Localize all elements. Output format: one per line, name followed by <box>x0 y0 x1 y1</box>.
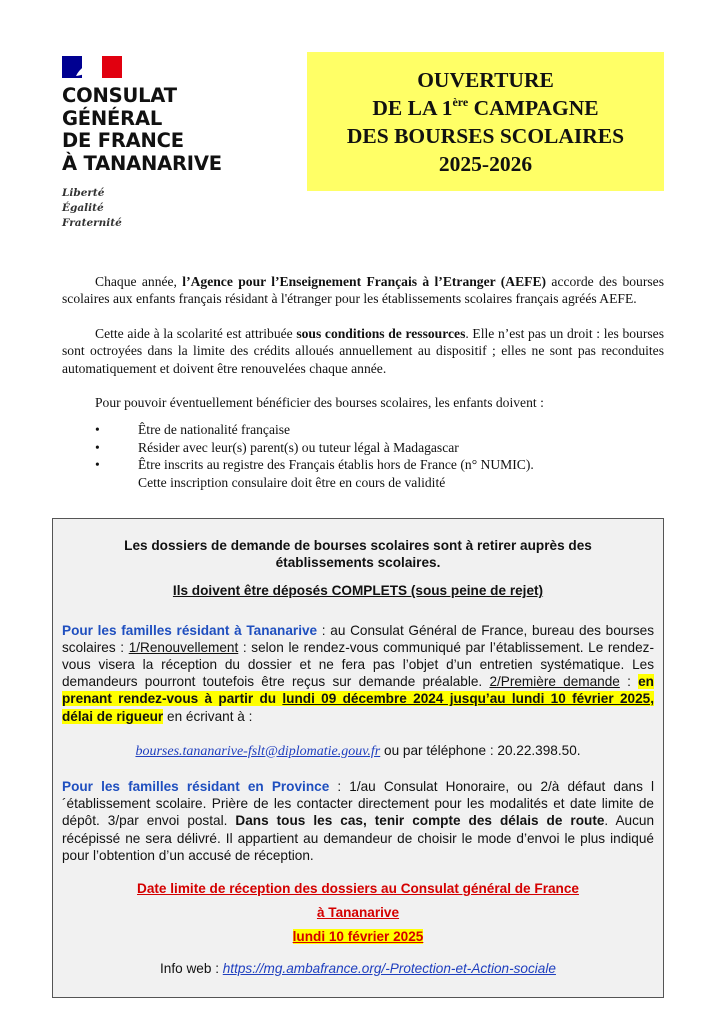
eligibility-list <box>62 421 664 491</box>
consulat-line: À TANANARIVE <box>62 151 222 175</box>
title-line-3: DES BOURSES SCOLAIRES <box>346 123 625 148</box>
conditions-text: sous conditions de ressources <box>296 325 466 341</box>
province-paragraph <box>62 778 654 864</box>
devise-line: Liberté <box>62 187 105 199</box>
intro-paragraph-3: Pour pouvoir éventuellement bénéficier des bourses scolaires, les enfants doivent : <box>95 395 544 411</box>
text: . Elle n’est pas un droit : les bourses sont octroyées dans la limite des crédits alloués annuellement au dispositif ; elles ne sont pas reconduites automatiquement et doivent être renouvelées chaque année. <box>62 325 664 376</box>
title-line-4: 2025-2026 <box>438 151 533 176</box>
info-web-link[interactable]: https://mg.ambafrance.org/-Protection-et-Action-sociale <box>222 960 556 976</box>
devise-line: Fraternité <box>62 217 122 229</box>
consulat-line: GÉNÉRAL <box>62 106 163 130</box>
title-line-2 <box>372 94 598 122</box>
intro-section <box>62 273 664 491</box>
title-superscript: ère <box>452 94 469 109</box>
title-line-1: OUVERTURE <box>417 67 554 92</box>
list-item-text: Être inscrits au registre des Français établis hors de France (n° NUMIC). <box>138 457 534 473</box>
info-web-label: Info web : <box>160 960 223 976</box>
text: : <box>619 674 639 690</box>
highlight-dates: lundi 09 décembre 2024 jusqu’au lundi 10 février 2025 <box>282 691 651 707</box>
text: Chaque année, <box>95 274 183 289</box>
devise-line: Égalité <box>62 202 104 214</box>
highlight-text: , délai de rigueur <box>62 691 654 724</box>
list-item <box>62 421 664 438</box>
title-text: DE LA 1 <box>372 95 453 120</box>
deadline-line: à Tananarive <box>316 905 400 921</box>
delay-warning: Dans tous les cas, tenir compte des délais de route <box>235 813 605 829</box>
text: : au Consulat Général de France, bureau des bourses scolaires : <box>62 622 654 655</box>
list-item-text: Cette inscription consulaire doit être en cours de validité <box>138 474 446 490</box>
renewal-label: 1/Renouvellement <box>128 639 239 655</box>
list-item-continuation <box>62 474 664 491</box>
list-item <box>62 439 664 456</box>
text: : selon le rendez-vous communiqué par l’établissement. Le rendez-vous visera la réception du dossier et ne fera pas l’objet d’un entretien systématique. Les demandeurs pourront toutefois être reçus sur demande préalable. <box>62 639 654 690</box>
info-web-line <box>62 960 654 977</box>
list-item-text: Résider avec leur(s) parent(s) ou tuteur légal à Madagascar <box>138 439 459 455</box>
deadline-date: lundi 10 février 2025 <box>292 929 424 945</box>
bullet-icon: • <box>95 457 100 473</box>
aefe-name: l’Agence pour l’Enseignement Français à l’Etranger (AEFE) <box>182 274 547 289</box>
intro-paragraph-2 <box>62 325 664 377</box>
email-link[interactable]: bourses.tananarive-fslt@diplomatie.gouv.fr <box>135 743 381 759</box>
heading-line: Les dossiers de demande de bourses scolaires sont à retirer auprès des <box>124 538 592 553</box>
consulat-name <box>62 85 262 175</box>
bullet-icon: • <box>95 439 100 455</box>
tananarive-label: Pour les familles résidant à Tananarive <box>62 622 318 638</box>
devise <box>62 186 182 231</box>
tananarive-paragraph <box>62 622 654 725</box>
info-box <box>52 518 664 998</box>
title-text: CAMPAGNE <box>468 95 599 120</box>
deadline-block <box>62 880 654 946</box>
phone-text: ou par téléphone : 20.22.398.50. <box>380 742 581 758</box>
deadline-line: Date limite de réception des dossiers au Consulat général de France <box>137 881 579 897</box>
heading-line: établissements scolaires. <box>275 555 441 571</box>
contact-line <box>62 742 654 760</box>
consulat-line: CONSULAT <box>62 84 177 107</box>
text: en écrivant à : <box>163 708 253 724</box>
text: : 1/au Consulat Honoraire, ou 2/à défaut dans l´établissement scolaire. Prière de les contacter directement pour les modalités et date limite de dépôt. 3/par envoi postal. <box>62 779 655 829</box>
list-item-text: Être de nationalité française <box>138 422 291 438</box>
title-box <box>307 52 664 191</box>
province-label: Pour les familles résidant en Province <box>62 779 330 795</box>
box-heading-1 <box>62 537 654 571</box>
list-item <box>62 456 664 473</box>
marianne-flag-icon <box>62 56 122 78</box>
highlight-text: en prenant rendez-vous à partir du <box>62 674 654 707</box>
text: accorde des bourses scolaires aux enfants français résidant à l'étranger pour les établissements scolaires français agréés AEFE. <box>62 274 664 307</box>
text: . Aucun récépissé ne sera délivré. Il appartient au demandeur de choisir le mode d’envoi le plus indiqué pour l’obtention d’un accusé de réception. <box>62 813 655 863</box>
text: Cette aide à la scolarité est attribuée <box>95 325 297 341</box>
box-heading-2: Ils doivent être déposés COMPLETS (sous peine de rejet) <box>172 583 544 599</box>
consulat-line: DE FRANCE <box>62 129 184 152</box>
first-request-label: 2/Première demande <box>489 674 620 690</box>
bullet-icon: • <box>95 422 100 438</box>
intro-paragraph-1 <box>62 273 664 308</box>
